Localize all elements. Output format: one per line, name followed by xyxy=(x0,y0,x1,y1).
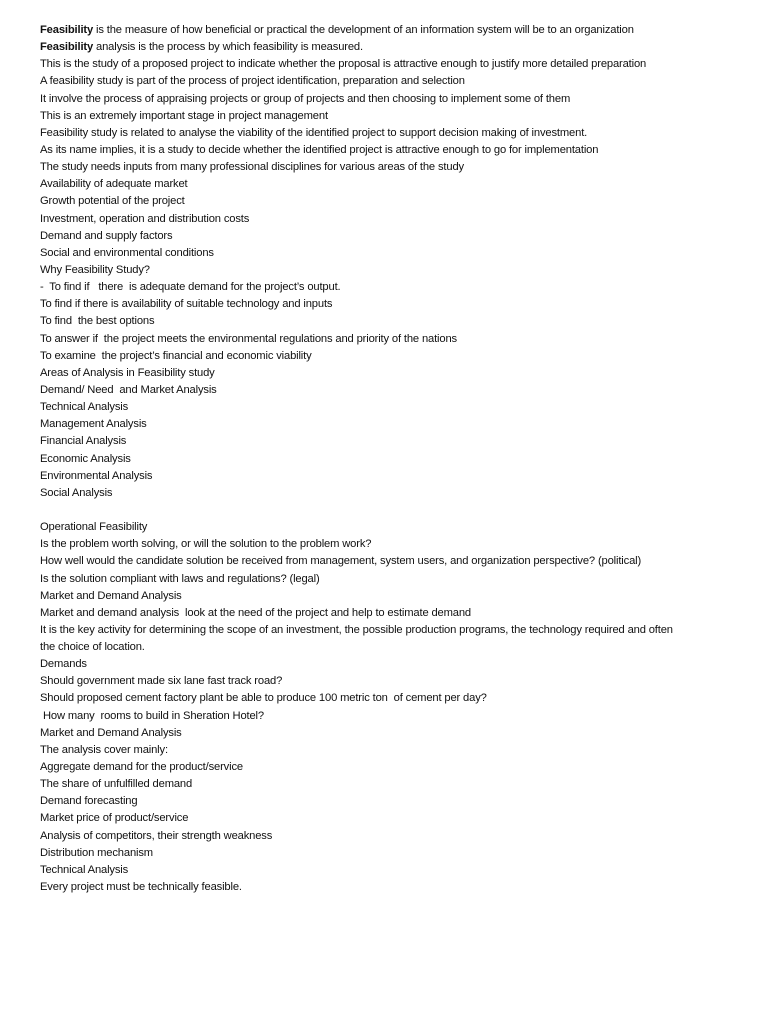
document-body xyxy=(40,22,740,896)
line-text: Social and environmental conditions xyxy=(40,246,214,259)
text-line xyxy=(40,125,740,142)
text-line xyxy=(40,828,740,845)
line-text: Growth potential of the project xyxy=(40,195,185,208)
text-line xyxy=(40,485,740,502)
text-line xyxy=(40,91,740,108)
line-text: Distribution mechanism xyxy=(40,846,153,859)
line-text: How well would the candidate solution be received from management, system users, and organization perspective? (political) xyxy=(40,555,642,568)
text-line xyxy=(40,382,740,399)
line-text: Areas of Analysis in Feasibility study xyxy=(40,366,215,379)
text-line xyxy=(40,22,740,39)
text-line xyxy=(40,228,740,245)
text-line xyxy=(40,519,740,536)
text-line xyxy=(40,793,740,810)
text-line xyxy=(40,159,740,176)
line-text: Demand/ Need and Market Analysis xyxy=(40,383,217,396)
line-text: The study needs inputs from many professional disciplines for various areas of the study xyxy=(40,161,464,174)
line-text: Is the solution compliant with laws and regulations? (legal) xyxy=(40,572,320,585)
text-line xyxy=(40,879,740,896)
text-line xyxy=(40,553,740,570)
line-text: To answer if the project meets the environmental regulations and priority of the nations xyxy=(40,332,457,345)
line-text: To find the best options xyxy=(40,315,155,328)
line-text: Investment, operation and distribution costs xyxy=(40,212,250,225)
text-line xyxy=(40,39,740,56)
text-line xyxy=(40,536,740,553)
line-text: Why Feasibility Study? xyxy=(40,263,150,276)
line-text: Economic Analysis xyxy=(40,452,131,465)
text-line xyxy=(40,348,740,365)
line-text: The analysis cover mainly: xyxy=(40,743,168,756)
text-line xyxy=(40,193,740,210)
text-line xyxy=(40,742,740,759)
text-line xyxy=(40,571,740,588)
line-text: Technical Analysis xyxy=(40,401,129,414)
line-text: Financial Analysis xyxy=(40,435,127,448)
text-line xyxy=(40,108,740,125)
line-text: Feasibility study is related to analyse the viability of the identified project to support decision making of investment. xyxy=(40,126,588,139)
text-line xyxy=(40,365,740,382)
line-text: Aggregate demand for the product/service xyxy=(40,761,243,774)
text-line xyxy=(40,588,740,605)
text-line xyxy=(40,279,740,296)
text-line xyxy=(40,211,740,228)
line-text: It is the key activity for determining the scope of an investment, the possible production programs, the technology required and often xyxy=(40,623,673,636)
text-line xyxy=(40,142,740,159)
line-text: Technical Analysis xyxy=(40,863,129,876)
text-line xyxy=(40,708,740,725)
text-line xyxy=(40,810,740,827)
line-text: Analysis of competitors, their strength weakness xyxy=(40,829,273,842)
text-line xyxy=(40,725,740,742)
line-text: Social Analysis xyxy=(40,486,113,499)
line-text: Is the problem worth solving, or will the solution to the problem work? xyxy=(40,538,372,551)
line-text: As its name implies, it is a study to decide whether the identified project is attractive enough to go for implementation xyxy=(40,143,599,156)
line-text: Demand and supply factors xyxy=(40,229,173,242)
text-line xyxy=(40,468,740,485)
text-line xyxy=(40,433,740,450)
line-text: Environmental Analysis xyxy=(40,469,153,482)
line-text: is the measure of how beneficial or practical the development of an information system will be to an organization xyxy=(93,24,634,36)
bold-term: Feasibility xyxy=(40,24,94,36)
text-line xyxy=(40,673,740,690)
line-text: This is the study of a proposed project to indicate whether the proposal is attractive enough to justify more detailed preparation xyxy=(40,58,647,71)
text-line xyxy=(40,416,740,433)
line-text: To find if there is availability of suitable technology and inputs xyxy=(40,298,333,311)
text-line xyxy=(40,759,740,776)
text-line xyxy=(40,776,740,793)
line-text: Market price of product/service xyxy=(40,812,189,825)
text-line xyxy=(40,331,740,348)
line-text: Should government made six lane fast track road? xyxy=(40,675,283,688)
text-line xyxy=(40,176,740,193)
text-line xyxy=(40,605,740,622)
line-text: - To find if there is adequate demand for the project’s output. xyxy=(40,281,341,294)
line-text: How many rooms to build in Sheration Hotel? xyxy=(40,709,264,722)
text-line xyxy=(40,502,740,519)
text-line xyxy=(40,56,740,73)
text-line xyxy=(40,399,740,416)
line-text: the choice of location. xyxy=(40,641,145,654)
line-text: Demand forecasting xyxy=(40,795,138,808)
text-line xyxy=(40,622,740,639)
line-text: Demands xyxy=(40,658,87,671)
line-text: To examine the project’s financial and economic viability xyxy=(40,349,312,362)
text-line xyxy=(40,313,740,330)
text-line xyxy=(40,451,740,468)
line-text: The share of unfulfilled demand xyxy=(40,778,193,791)
text-line xyxy=(40,845,740,862)
line-text: Should proposed cement factory plant be able to produce 100 metric ton of cement per day? xyxy=(40,692,487,705)
line-text: Market and demand analysis look at the need of the project and help to estimate demand xyxy=(40,606,471,619)
line-text: Management Analysis xyxy=(40,418,147,431)
line-text: Operational Feasibility xyxy=(40,521,148,534)
text-line xyxy=(40,73,740,90)
bold-term: Feasibility xyxy=(40,41,94,54)
line-text: This is an extremely important stage in project management xyxy=(40,109,328,122)
line-text: A feasibility study is part of the process of project identification, preparation and selection xyxy=(40,75,465,88)
text-line xyxy=(40,245,740,262)
text-line xyxy=(40,690,740,707)
line-text: Market and Demand Analysis xyxy=(40,589,182,602)
text-line xyxy=(40,262,740,279)
line-text: Every project must be technically feasible. xyxy=(40,881,242,894)
line-text: analysis is the process by which feasibility is measured. xyxy=(93,41,363,54)
line-text: It involve the process of appraising projects or group of projects and then choosing to implement some of them xyxy=(40,92,571,105)
line-text: Availability of adequate market xyxy=(40,178,188,191)
text-line xyxy=(40,296,740,313)
text-line xyxy=(40,639,740,656)
text-line xyxy=(40,862,740,879)
line-text: Market and Demand Analysis xyxy=(40,726,182,739)
text-line xyxy=(40,656,740,673)
